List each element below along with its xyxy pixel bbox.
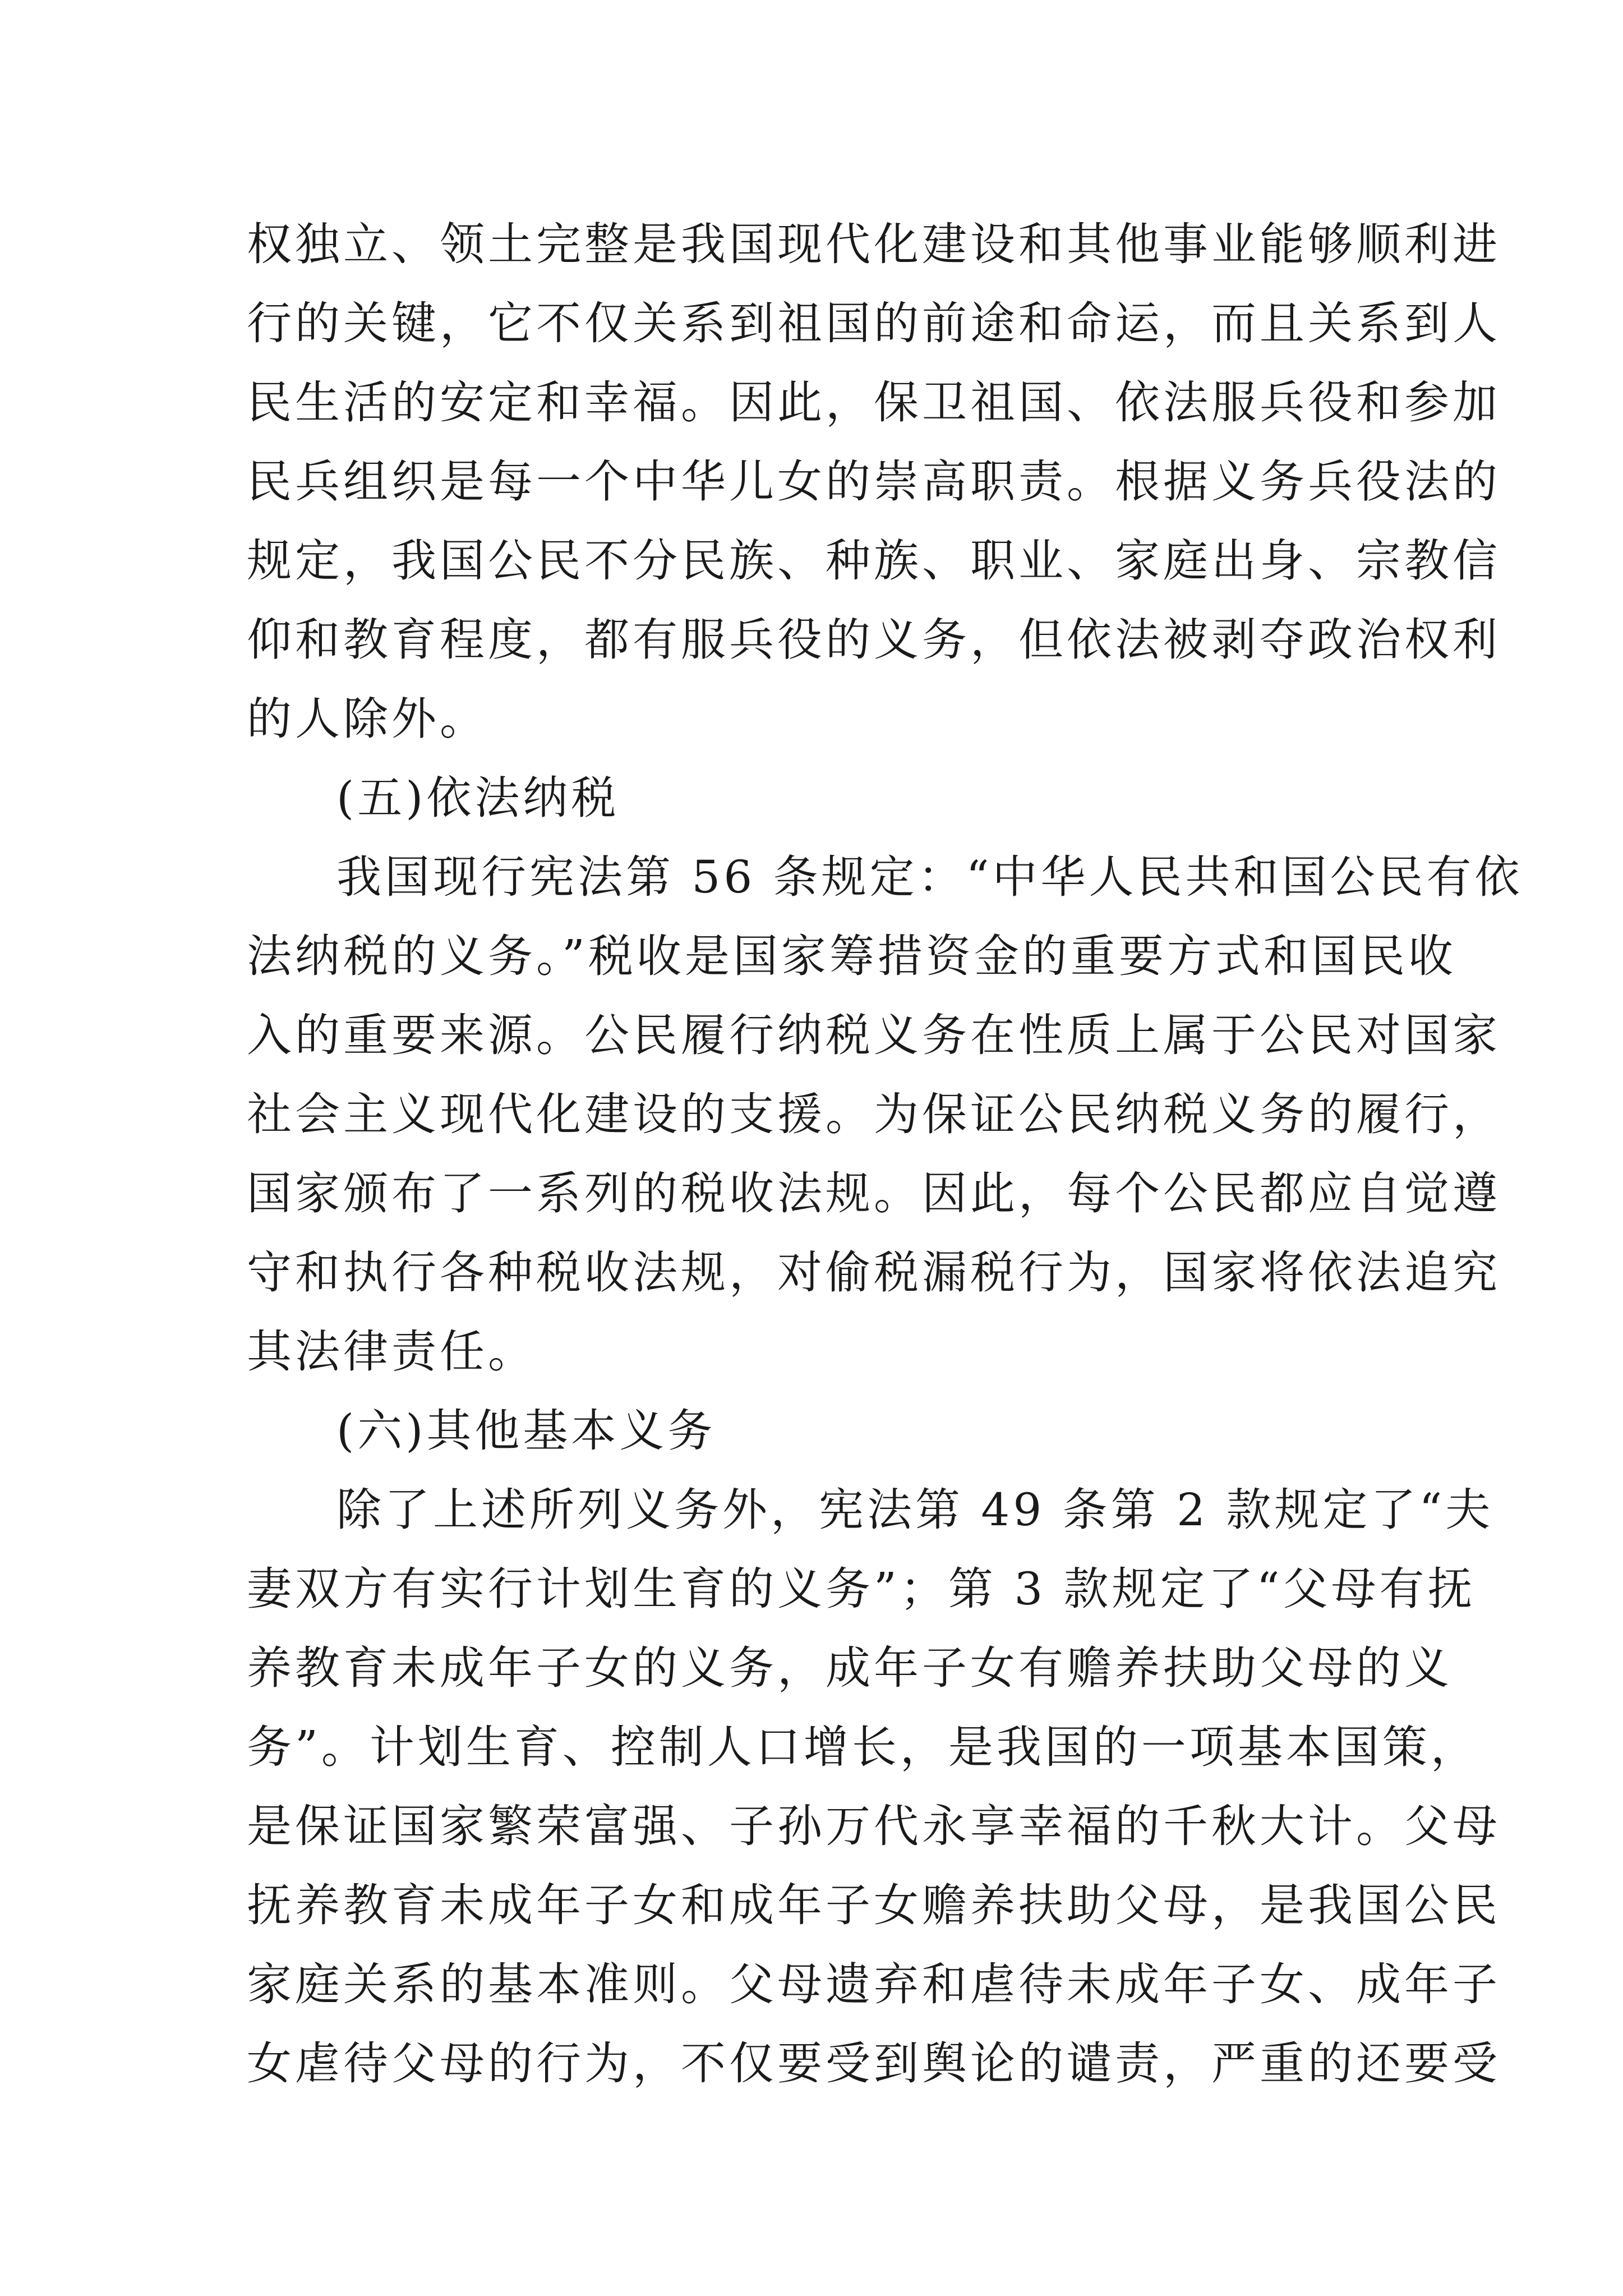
body-text [247, 205, 1523, 2103]
text-line: 国家颁布了一系列的税收法规。因此，每个公民都应自觉遵 [247, 1167, 1501, 1220]
text-line: (六)其他基本义务 [336, 1405, 716, 1457]
text-line: 守和执行各种税收法规，对偷税漏税行为，国家将依法追究 [247, 1246, 1501, 1299]
text-line: 的人除外。 [247, 693, 488, 745]
text-line: 家庭关系的基本准则。父母遗弃和虐待未成年子女、成年子 [247, 1958, 1501, 2010]
text-line: (五)依法纳税 [336, 772, 620, 824]
text-line: 民兵组织是每一个中华儿女的崇高职责。根据义务兵役法的 [247, 455, 1501, 508]
text-line: 其法律责任。 [247, 1326, 536, 1378]
text-line: 民生活的安定和幸福。因此，保卫祖国、依法服兵役和参加 [247, 376, 1501, 429]
text-line: 社会主义现代化建设的支援。为保证公民纳税义务的履行， [247, 1088, 1501, 1140]
text-line: 是保证国家繁荣富强、子孙万代永享幸福的千秋大计。父母 [247, 1800, 1501, 1852]
text-line: 入的重要来源。公民履行纳税义务在性质上属于公民对国家 [247, 1009, 1501, 1061]
text-line: 抚养教育未成年子女和成年子女赡养扶助父母，是我国公民 [247, 1879, 1501, 1931]
text-line: 务”。计划生育、控制人口增长，是我国的一项基本国策， [247, 1721, 1479, 1773]
text-line: 行的关键，它不仅关系到祖国的前途和命运，而且关系到人 [247, 297, 1501, 349]
text-line: 规定，我国公民不分民族、种族、职业、家庭出身、宗教信 [247, 535, 1501, 587]
text-line: 妻双方有实行计划生育的义务”；第 3 款规定了“父母有抚 [247, 1563, 1476, 1615]
text-line: 我国现行宪法第 56 条规定：“中华人民共和国公民有依 [336, 851, 1523, 903]
text-line: 女虐待父母的行为，不仅要受到舆论的谴责，严重的还要受 [247, 2037, 1501, 2090]
text-line: 权独立、领土完整是我国现代化建设和其他事业能够顺利进 [247, 218, 1501, 270]
text-line: 法纳税的义务。”税收是国家筹措资金的重要方式和国民收 [247, 930, 1456, 982]
text-line: 仰和教育程度，都有服兵役的义务，但依法被剥夺政治权利 [247, 614, 1501, 666]
text-line: 养教育未成年子女的义务，成年子女有赡养扶助父母的义 [247, 1642, 1453, 1694]
text-line: 除了上述所列义务外，宪法第 49 条第 2 款规定了“夫 [336, 1484, 1494, 1536]
